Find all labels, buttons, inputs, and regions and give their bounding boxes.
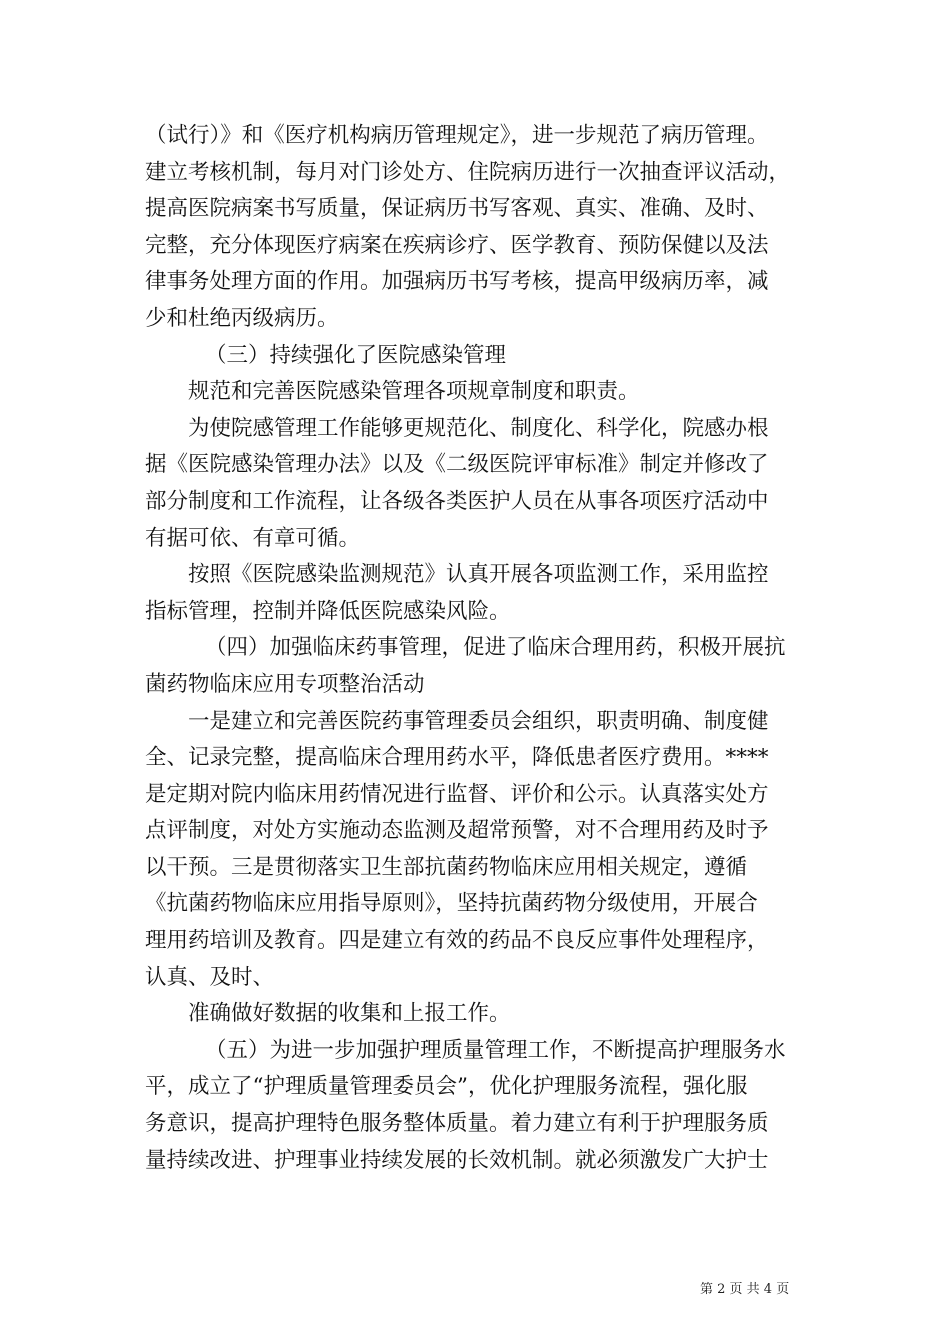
text-line: 全、记录完整，提高临床合理用药水平，降低患者医疗费用。**** [145,745,769,771]
text-line: 准确做好数据的收集和上报工作。 [188,1001,511,1027]
text-line: 有据可依、有章可循。 [145,525,361,551]
text-line: 律事务处理方面的作用。加强病历书写考核，提高甲级病历率，减 [145,269,769,295]
text-line: 少和杜绝丙级病历。 [145,305,339,331]
text-line: 规范和完善医院感染管理各项规章制度和职责。 [188,379,640,405]
text-line: 提高医院病案书写质量，保证病历书写客观、真实、准确、及时、 [145,196,769,222]
text-line: 务意识，提高护理特色服务整体质量。着力建立有利于护理服务质 [145,1111,769,1137]
text-line: 点评制度，对处方实施动态监测及超常预警，对不合理用药及时予 [145,818,769,844]
text-line: （试行）》和《医疗机构病历管理规定》，进一步规范了病历管理。 [145,123,769,148]
text-line: 量持续改进、护理事业持续发展的长效机制。就必须激发广大护士 [145,1147,769,1173]
text-line: 按照《医院感染监测规范》认真开展各项监测工作，采用监控 [188,562,769,588]
section-heading-line: （五）为进一步加强护理质量管理工作，不断提高护理服务水 [205,1037,786,1063]
text-line: 指标管理，控制并降低医院感染风险。 [145,598,511,624]
text-line: 完整，充分体现医疗病案在疾病诊疗、医学教育、预防保健以及法 [145,232,769,258]
document-body [145,118,820,1179]
text-line: 为使院感管理工作能够更规范化、制度化、科学化，院感办根 [188,415,769,441]
text-line: 据《医院感染管理办法》以及《二级医院评审标准》制定并修改了 [145,452,769,478]
text-line: 《抗菌药物临床应用指导原则》，坚持抗菌药物分级使用，开展合 [145,891,758,917]
section-heading-line: （四）加强临床药事管理，促进了临床合理用药，积极开展抗 [205,635,786,661]
text-line: 是定期对院内临床用药情况进行监督、评价和公示。认真落实处方 [145,781,769,807]
text-line: 菌药物临床应用专项整治活动 [145,671,425,697]
text-line: 以干预。三是贯彻落实卫生部抗菌药物临床应用相关规定，遵循 [145,854,748,880]
text-line: 一是建立和完善医院药事管理委员会组织，职责明确、制度健 [188,708,769,734]
text-line: 理用药培训及教育。四是建立有效的药品不良反应事件处理程序， [145,928,769,954]
text-line: 建立考核机制，每月对门诊处方、住院病历进行一次抽查评议活动， [145,159,791,185]
section-heading-line: （三）持续强化了医院感染管理 [205,342,507,368]
page-footer: 第 2 页 共 4 页 [700,1282,790,1297]
text-line: 平，成立了“护理质量管理委员会”，优化护理服务流程，强化服 [145,1074,748,1100]
text-line: 认真、及时、 [145,964,275,990]
text-line: 部分制度和工作流程，让各级各类医护人员在从事各项医疗活动中 [145,488,769,514]
